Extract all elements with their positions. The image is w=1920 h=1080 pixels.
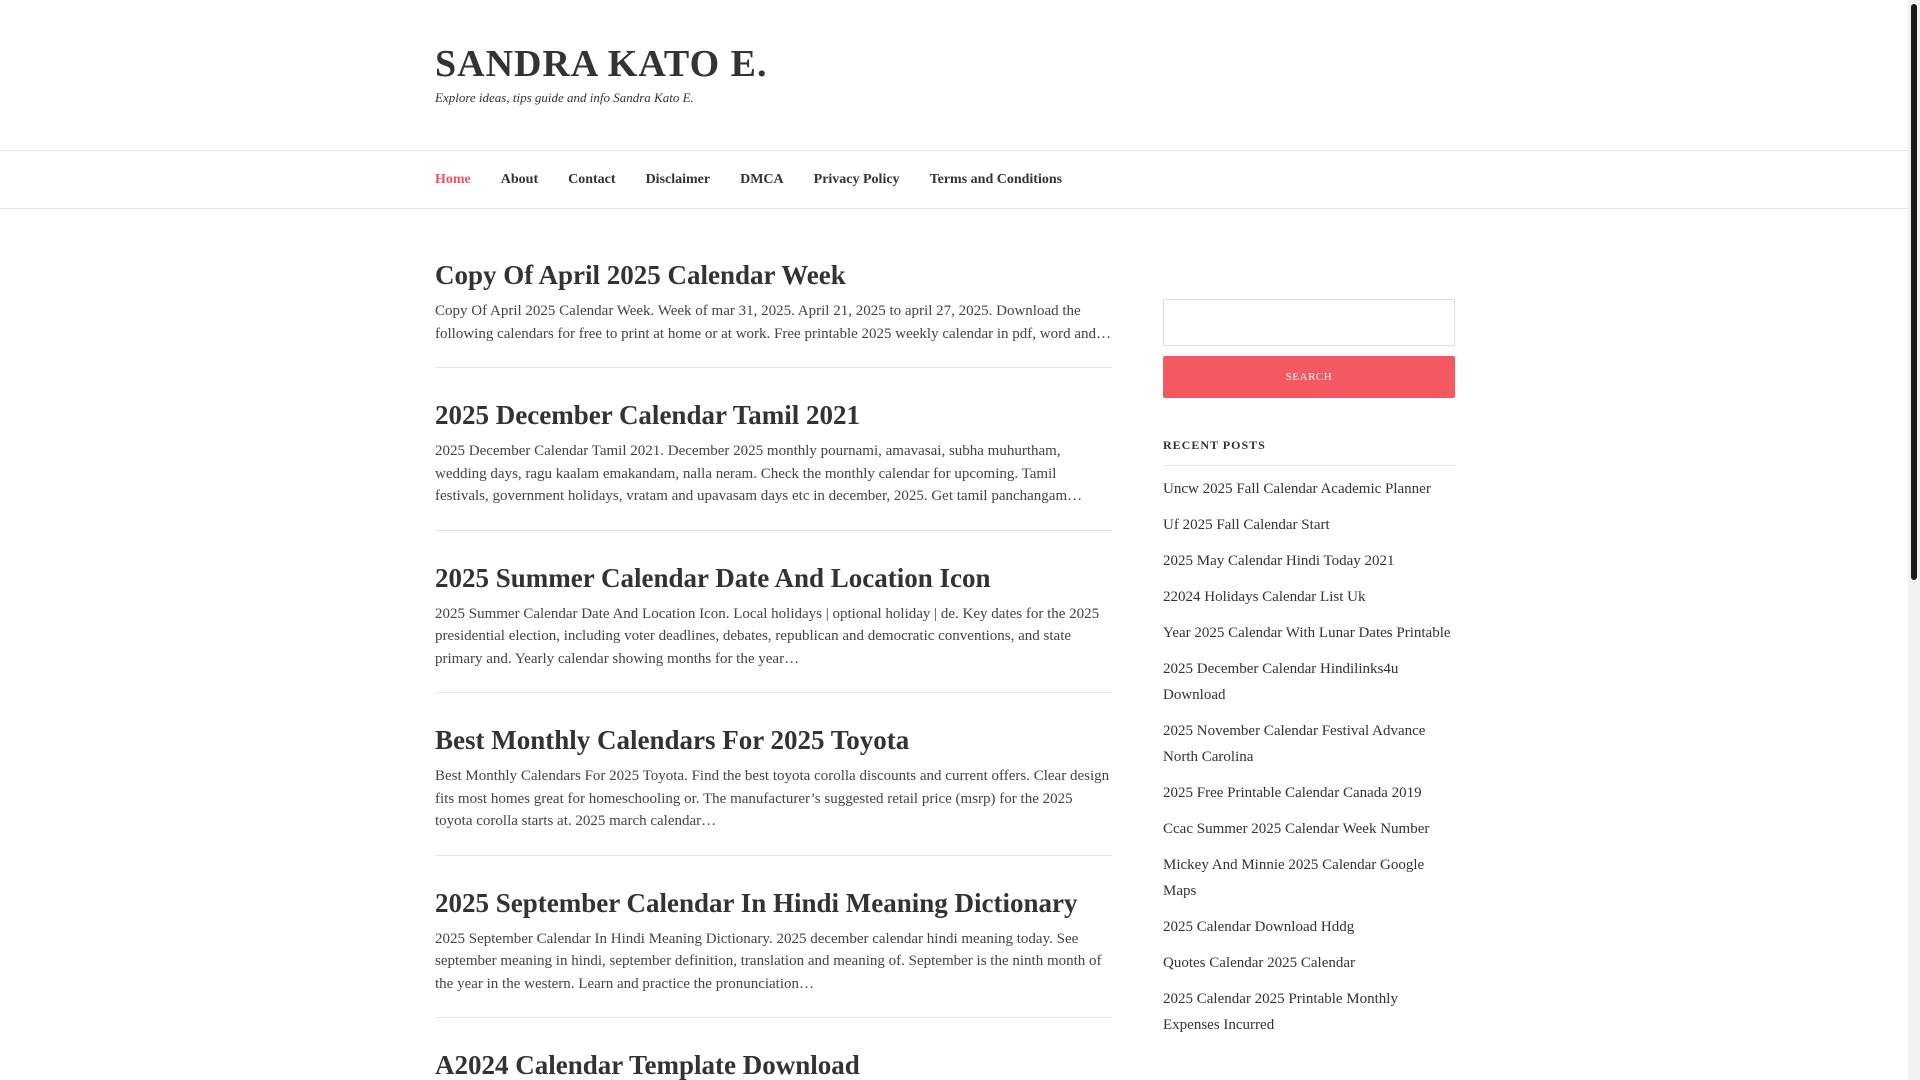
post-item bbox=[435, 258, 1112, 368]
nav-item-about[interactable]: About bbox=[500, 171, 539, 187]
main-navigation bbox=[0, 151, 1908, 209]
nav-item-terms-and-conditions[interactable]: Terms and Conditions bbox=[929, 171, 1063, 187]
vertical-scrollbar[interactable] bbox=[1908, 0, 1920, 1080]
recent-post-link[interactable]: 2025 November Calendar Festival Advance North Carolina bbox=[1163, 723, 1426, 765]
post-item bbox=[435, 723, 1112, 856]
recent-posts-heading: RECENT POSTS bbox=[1163, 438, 1455, 466]
post-item bbox=[435, 398, 1112, 531]
post-excerpt: 2025 September Calendar In Hindi Meaning Dictionary. 2025 december calendar hindi meaning today. See september meaning in hindi, september definition, translation and meaning of. September is the ninth month of the year in the western. Learn and practice the pronunciation… bbox=[435, 930, 1102, 992]
recent-post-link[interactable]: Ccac Summer 2025 Calendar Week Number bbox=[1163, 821, 1430, 837]
post-item bbox=[435, 886, 1112, 1019]
post-title[interactable]: A2024 Calendar Template Download bbox=[435, 1050, 860, 1080]
post-list bbox=[435, 258, 1112, 1080]
recent-post-link[interactable]: 2025 May Calendar Hindi Today 2021 bbox=[1163, 553, 1395, 569]
post-excerpt: 2025 Summer Calendar Date And Location Icon. Local holidays | optional holiday | de. Key dates for the 2025 presidential election, including voter deadlines, debates, republican and democratic conventions, and state primary and. Yearly calendar showing months for the year… bbox=[435, 605, 1100, 667]
post-title[interactable]: Copy Of April 2025 Calendar Week bbox=[435, 260, 846, 290]
site-header bbox=[0, 0, 1908, 151]
scrollbar-thumb[interactable] bbox=[1911, 4, 1917, 580]
post-title[interactable]: 2025 December Calendar Tamil 2021 bbox=[435, 400, 860, 430]
nav-item-home[interactable]: Home bbox=[435, 171, 471, 187]
nav-item-dmca[interactable]: DMCA bbox=[740, 171, 784, 187]
recent-post-link[interactable]: Quotes Calendar 2025 Calendar bbox=[1163, 955, 1356, 971]
nav-item-disclaimer[interactable]: Disclaimer bbox=[645, 171, 711, 187]
search-input[interactable] bbox=[1163, 299, 1455, 346]
post-item bbox=[435, 561, 1112, 694]
recent-posts-list bbox=[1163, 476, 1455, 1038]
post-excerpt: Best Monthly Calendars For 2025 Toyota. Find the best toyota corolla discounts and current offers. Clear design fits most homes great for homeschooling or. The manufacturer’s suggested retail price (msrp) for the 2025 toyota corolla starts at. 2025 march calendar… bbox=[435, 768, 1110, 829]
recent-post-link[interactable]: 2025 December Calendar Hindilinks4u Download bbox=[1163, 661, 1399, 703]
recent-post-link[interactable]: 2025 Free Printable Calendar Canada 2019 bbox=[1163, 785, 1422, 801]
search-button[interactable]: SEARCH bbox=[1163, 356, 1455, 398]
recent-post-link[interactable]: 2025 Calendar 2025 Printable Monthly Expenses Incurred bbox=[1163, 991, 1398, 1033]
recent-post-link[interactable]: Year 2025 Calendar With Lunar Dates Printable bbox=[1163, 625, 1451, 641]
post-title[interactable]: Best Monthly Calendars For 2025 Toyota bbox=[435, 725, 910, 755]
sidebar bbox=[1163, 299, 1455, 1048]
post-item bbox=[435, 1048, 1112, 1080]
post-title[interactable]: 2025 Summer Calendar Date And Location Icon bbox=[435, 562, 991, 593]
recent-post-link[interactable]: Uncw 2025 Fall Calendar Academic Planner bbox=[1163, 481, 1431, 497]
recent-post-link[interactable]: Mickey And Minnie 2025 Calendar Google Maps bbox=[1163, 857, 1425, 899]
post-excerpt: 2025 December Calendar Tamil 2021. December 2025 monthly pournami, amavasai, subha muhurtham, wedding days, ragu kaalam emakandam, nalla neram. Check the monthly calendar for upcoming. Tamil festivals, government holidays, vratam and upavasam days etc in december, 2025. Get tamil panchangam… bbox=[435, 443, 1083, 504]
site-tagline: Explore ideas, tips guide and info Sandra Kato E. bbox=[435, 90, 694, 105]
recent-post-link[interactable]: 22024 Holidays Calendar List Uk bbox=[1163, 589, 1366, 605]
recent-post-link[interactable]: 2025 Calendar Download Hddg bbox=[1163, 919, 1355, 935]
nav-item-contact[interactable]: Contact bbox=[568, 171, 616, 187]
site-title[interactable]: SANDRA KATO E. bbox=[435, 43, 768, 85]
post-title[interactable]: 2025 September Calendar In Hindi Meaning Dictionary bbox=[435, 887, 1078, 918]
post-excerpt: Copy Of April 2025 Calendar Week. Week of mar 31, 2025. April 21, 2025 to april 27, 2025. Download the following calendars for free to print at home or at work. Free printable 2025 weekly calendar in pdf, word and… bbox=[435, 303, 1112, 342]
recent-post-link[interactable]: Uf 2025 Fall Calendar Start bbox=[1163, 517, 1330, 533]
nav-item-privacy-policy[interactable]: Privacy Policy bbox=[813, 171, 900, 187]
